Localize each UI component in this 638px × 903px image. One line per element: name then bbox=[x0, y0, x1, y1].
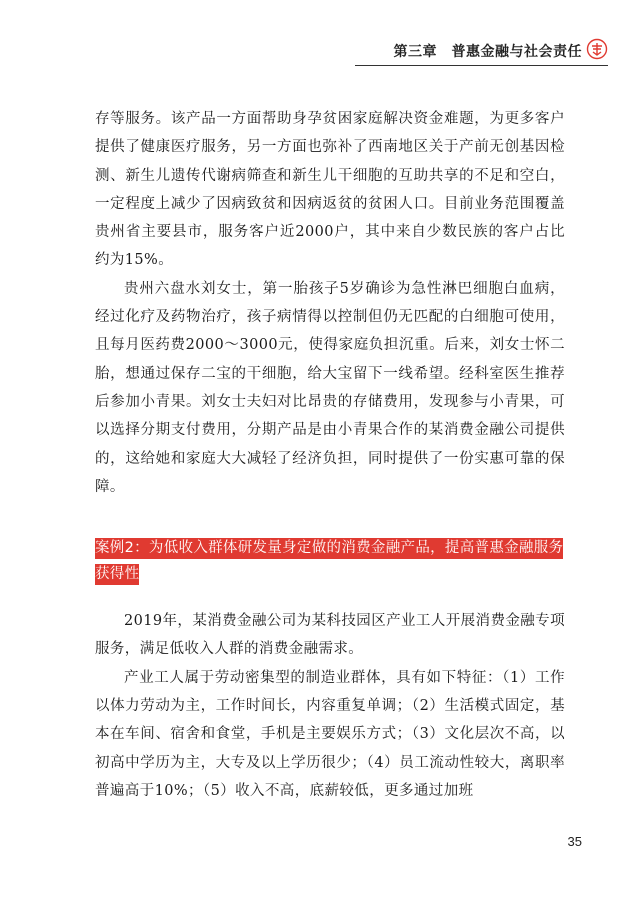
body-paragraph: 贵州六盘水刘女士，第一胎孩子5岁确诊为急性淋巴细胞白血病，经过化疗及药物治疗，孩子病情得以控制但仍无匹配的白细胞可使用，且每月医药费2000～3000元，使得家庭负担沉重。后来，刘女士怀二胎，想通过保存二宝的干细胞，给大宝留下一线希望。经科室医生推荐后参加小青果。刘女士夫妇对比昂贵的存储费用，发现参与小青果，可以选择分期支付费用，分期产品是由小青果合作的某消费金融公司提供的，这给她和家庭大大减轻了经济负担，同时提供了一份实惠可靠的保障。 bbox=[95, 280, 565, 495]
header-rule bbox=[355, 65, 608, 66]
chapter-title: 第三章 普惠金融与社会责任 bbox=[393, 44, 582, 60]
body-paragraph: 产业工人属于劳动密集型的制造业群体，具有如下特征：（1）工作以体力劳动为主，工作时间长，内容重复单调；（2）生活模式固定，基本在车间、宿舍和食堂，手机是主要娱乐方式；（3）文化层次不高，以初高中学历为主，大专及以上学历很少；（4）员工流动性较大，离职率普遍高于10%；（5）收入不高，底薪较低，更多通过加班 bbox=[95, 669, 565, 799]
page-body bbox=[95, 105, 565, 805]
case-title-text: 案例2：为低收入群体研发量身定做的消费金融产品，提高普惠金融服务获得性 bbox=[95, 538, 563, 585]
seal-logo-icon bbox=[586, 38, 608, 60]
page-number: 35 bbox=[567, 834, 582, 849]
body-paragraph: 2019年，某消费金融公司为某科技园区产业工人开展消费金融专项服务，满足低收入人群的消费金融需求。 bbox=[95, 613, 565, 658]
page-header bbox=[0, 38, 638, 72]
body-paragraph: 存等服务。该产品一方面帮助身孕贫困家庭解决资金难题，为更多客户提供了健康医疗服务，另一方面也弥补了西南地区关于产前无创基因检测、新生儿遗传代谢病筛查和新生儿干细胞的互助共享的不足和空白，一定程度上减少了因病致贫和因病返贫的贫困人口。目前业务范围覆盖贵州省主要县市，服务客户近2000户，其中来自少数民族的客户占比约为15%。 bbox=[95, 111, 565, 269]
case-title bbox=[95, 535, 565, 587]
